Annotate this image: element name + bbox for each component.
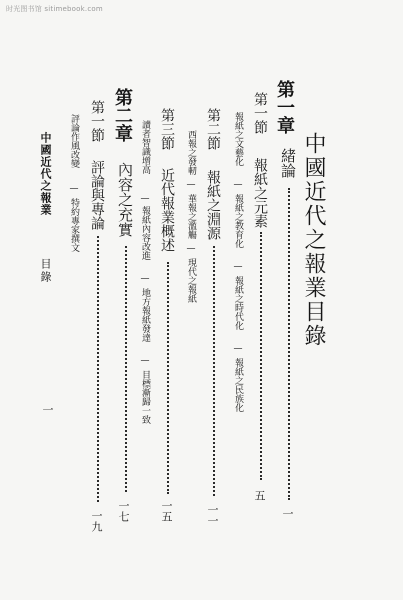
chapter-1-intro-page: 一 [281,508,294,519]
running-head: 中國近代之報業 [39,132,52,216]
watermark: 时光图书馆 sitimebook.com [6,5,103,13]
subtopic: 現代之報紙 [186,258,196,303]
subtopic: 評論作風改變 [69,114,79,168]
leader-dots [213,246,215,496]
chapter-2-intro-title: 內容之充實 [116,162,134,237]
subtopic: 目標漸歸一致 [140,370,150,424]
book-page: 时光图书馆 sitimebook.com 中國近代之報業目錄 第一章 緒論 一 第一節 報紙之元素 五 報紙之文藝化 — 報紙之教育化 — 報紙之時代化 — 報紙之民族化 第二節 報紙之淵源 一一 西報之發軔 — 華報之濫觴 — 現代之報紙 第三節 近代報業概述 一五 讀者智識增高 — 報紙內容改進 — 地方報紙發達 — 目標漸歸一致 第二章 內容之充實 一七 第一節 評論與專論 一九 評論作風改變 — 特約專家撰文 中國近代之報業 目錄 一 [6,5,326,532]
subtopic: 報紙內容改進 [140,206,150,260]
section-title: 報紙之淵源 [205,170,221,240]
section-label: 第一節 [252,92,268,134]
section-title: 報紙之元素 [252,158,268,228]
chapter-1-intro-title: 緒論 [279,148,297,178]
subtopic: 地方報紙發達 [140,288,150,342]
subtopic: 讀者智識增高 [140,120,150,174]
subtopic: 特約專家撰文 [69,198,79,252]
leader-dots [125,246,127,492]
chapter-2-intro-page: 一七 [117,500,130,522]
section-page: 一五 [160,500,173,522]
book-title: 中國近代之報業目錄 [301,132,326,348]
section-page: 五 [253,490,266,501]
section-label: 第一節 [89,100,105,142]
subtopic: 報紙之時代化 [233,276,243,330]
section-label: 第二節 [205,108,221,150]
chapter-1-label: 第一章 [274,80,295,134]
chapter-2-label: 第二章 [112,88,133,142]
subtopic: 華報之濫觴 [186,194,196,239]
leader-dots [288,188,290,500]
subtopic: 報紙之文藝化 [233,112,243,166]
subtopic: 報紙之教育化 [233,194,243,248]
subtopic: 西報之發軔 [186,130,196,175]
leader-dots [260,232,262,480]
section-title: 評論與專論 [89,160,105,230]
section-title: 近代報業概述 [159,168,175,252]
running-head-right: 目錄 [39,258,52,284]
section-label: 第三節 [159,108,175,150]
subtopic: 報紙之民族化 [233,358,243,412]
leader-dots [167,262,169,494]
section-page: 一一 [206,504,219,526]
section-page: 一九 [90,510,103,532]
folio: 一 [41,404,54,415]
leader-dots [97,236,99,502]
